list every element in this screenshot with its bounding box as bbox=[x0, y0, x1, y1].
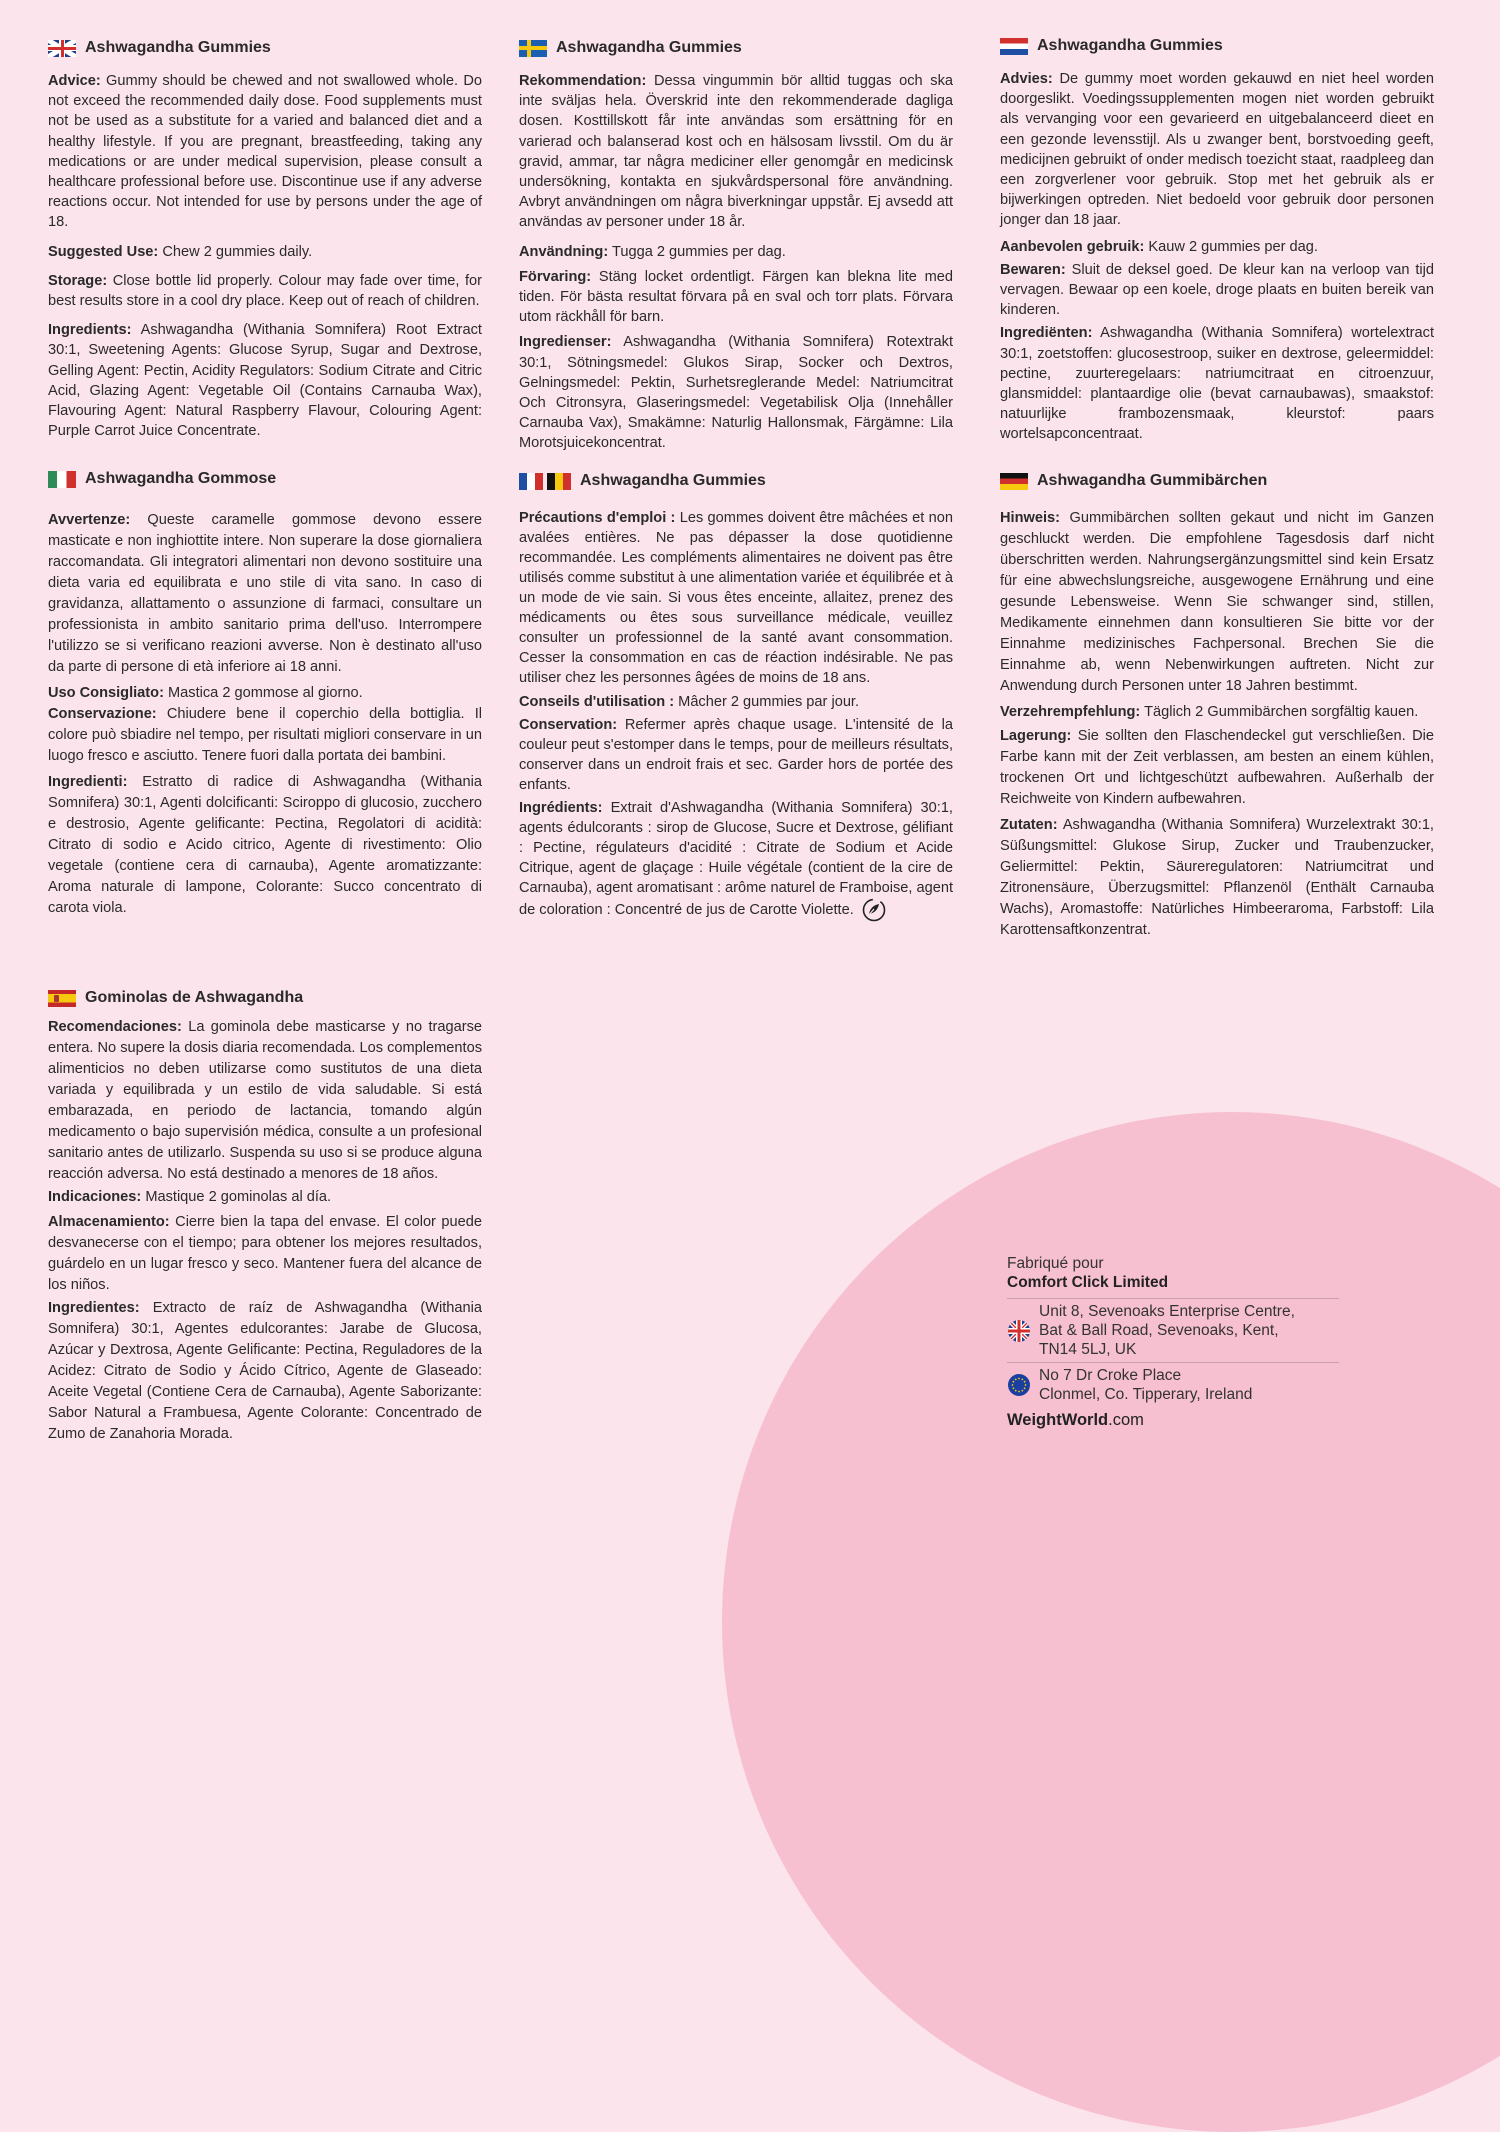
section-title-text: Ashwagandha Gummibärchen bbox=[1037, 472, 1268, 489]
ingredients-paragraph: Ingrediënten: Ashwagandha (Withania Somnifera) wortelextract 30:1, zoetstoffen: glucosestroop, suiker en dextrose, geleermiddel: pectine, zuurteregelaars: natriumcitraat en citroenzuur, glansmiddel: plantaardige olie (bevat carnaubawas), smaakstof: natuurlijke frambozensmaak, kleurstof: paars wortelsapconcentraat. bbox=[1000, 325, 1434, 443]
use-paragraph: Indicaciones: Mastique 2 gominolas al día. bbox=[48, 1189, 332, 1205]
section-title-text: Ashwagandha Gommose bbox=[85, 470, 277, 487]
germany-flag-icon bbox=[1000, 473, 1028, 490]
section-italian bbox=[48, 468, 482, 928]
advice-paragraph: Précautions d'emploi : Les gommes doivent être mâchées et non avalées entières. Ne pas dépasser la dose quotidienne recommandée. Les compléments alimentaires ne doivent pas être utilisés comme substitut à une alimentation variée et équilibrée et à un mode de vie sain. Si vous êtes enceinte, allaitez, prenez des médicaments ou êtes sous surveillance médicale, veuillez consulter un professionnel de la santé avant consommation. Cesser la consommation en cas de réaction indésirable. Ne pas utiliser chez les personnes âgées de moins de 18 ans. bbox=[519, 510, 953, 686]
storage-paragraph: Förvaring: Stäng locket ordentligt. Färgen kan blekna lite med tiden. För bästa resultat förvara på en sval och torr plats. Förvara utom räckhåll för barn. bbox=[519, 268, 953, 326]
section-title bbox=[519, 37, 953, 59]
use-paragraph: Suggested Use: Chew 2 gummies daily. bbox=[48, 243, 313, 260]
italy-flag-icon bbox=[48, 471, 76, 488]
uk-flag-round-icon bbox=[1007, 1319, 1031, 1343]
advice-paragraph: Advies: De gummy moet worden gekauwd en niet heel worden doorgeslikt. Voedingssupplementen mogen niet worden gebruikt als vervanging voor een gevarieerd en uitgebalanceerd dieet en een gezonde levensstijl. Als u zwanger bent, borstvoeding geeft, medicijnen gebruikt of onder medisch toezicht staat, raadpleeg dan een zorgverlener voor gebruik. Stop met het gebruik als er bijwerkingen optreden. Niet bedoeld voor gebruik door personen jonger dan 18 jaar. bbox=[1000, 71, 1434, 229]
section-title-text: Ashwagandha Gummies bbox=[580, 472, 766, 489]
advice-paragraph: Advice: Gummy should be chewed and not swallowed whole. Do not exceed the recommended daily dose. Food supplements must not be used as a substitute for a varied and balanced diet and a healthy lifestyle. If you are pregnant, breastfeeding, taking any medications or are under medical supervision, please consult a healthcare professional before use. Discontinue use if any adverse reactions occur. Not intended for use by persons under the age of 18. bbox=[48, 73, 482, 231]
ingredients-paragraph: Ingrédients: Extrait d'Ashwagandha (Withania Somnifera) 30:1, agents édulcorants : sirop de Glucose, Sucre et Dextrose, gélifiant : Pectine, régulateurs d'acidité : Citrate de Sodium et Acide Citrique, agent de glaçage : Huile végétale (contient de la cire de Carnauba), agent aromatisant : arôme naturel de Framboise, agent de coloration : Concentré de jus de Carotte Violette. bbox=[519, 798, 953, 922]
section-title bbox=[519, 470, 953, 492]
flags bbox=[519, 473, 571, 490]
eu-address-row bbox=[1007, 1362, 1339, 1407]
ingredients-paragraph: Ingredienti: Estratto di radice di Ashwagandha (Withania Somnifera) 30:1, Agenti dolcificanti: Sciroppo di glucosio, zucchero e destrosio, Agente gelificante: Pectina, Regolatori di acidità: Citrato di sodio e Acido citrico, Agente di rivestimento: Olio vegetale (contiene cera di carnauba), Agente aromatizzante: Aroma naturale di lampone, Colorante: Succo concentrato di carota viola. bbox=[48, 774, 482, 916]
advice-paragraph: Avvertenze: Queste caramelle gommose devono essere masticate e non inghiottite intere. Non superare la dose giornaliera raccomandata. Gli integratori alimentari non devono sostituire una dieta varia ed equilibrata e uno stile di vita sano. In caso di gravidanza, allattamento o assunzione di farmaci, consultare un professionista in ambito sanitario prima dell'uso. Interrompere l'utilizzo se si verificano reazioni avverse. Non è destinato all'uso da parte di persone di età inferiore ai 18 anni. bbox=[48, 512, 482, 675]
section-title bbox=[48, 468, 482, 490]
website: WeightWorld.com bbox=[1007, 1411, 1144, 1429]
manufacturer-block bbox=[1007, 1254, 1339, 1430]
section-title-text: Ashwagandha Gummies bbox=[556, 39, 742, 56]
section-title-text: Ashwagandha Gummies bbox=[1037, 37, 1223, 54]
company-name: Comfort Click Limited bbox=[1007, 1274, 1169, 1291]
storage-paragraph: Lagerung: Sie sollten den Flaschendeckel gut verschließen. Die Farbe kann mit der Zeit verblassen, am besten an einem kühlen, trockenen Ort und lichtgeschützt aufbewahren. Außerhalb der Reichweite von Kindern aufbewahren. bbox=[1000, 728, 1434, 807]
advice-paragraph: Hinweis: Gummibärchen sollten gekaut und nicht im Ganzen geschluckt werden. Die empfohlene Tagesdosis darf nicht überschritten werden. Nahrungsergänzungsmittel sind kein Ersatz für eine abwechslungsreiche, ausgewogene Ernährung und eine gesunde Lebensweise. Wenn Sie schwanger sind, stillen, Medikamente einnehmen dann konsultieren Sie bitte vor der Einnahme medizinisches Fachpersonal. Brechen Sie die Einnahme ab, wenn Nebenwirkungen auftreten. Nicht zur Anwendung durch Personen unter 18 Jahren bestimmt. bbox=[1000, 510, 1434, 694]
section-german bbox=[1000, 470, 1434, 950]
uk-address-row bbox=[1007, 1298, 1339, 1362]
storage-paragraph: Conservazione: Chiudere bene il coperchio della bottiglia. Il colore può sbiadire nel tempo, per risultati migliori conservare in un luogo fresco e asciutto. Tenere fuori dalla portata dei bambini. bbox=[48, 706, 482, 764]
vegan-leaf-icon bbox=[862, 898, 886, 922]
storage-paragraph: Storage: Close bottle lid properly. Colour may fade over time, for best results store in a cool dry place. Keep out of reach of children. bbox=[48, 272, 482, 310]
use-paragraph: Uso Consigliato: Mastica 2 gommose al giorno. bbox=[48, 685, 363, 701]
section-english bbox=[48, 37, 482, 450]
sweden-flag-icon bbox=[519, 40, 547, 57]
manufactured-for-label: Fabriqué pour bbox=[1007, 1255, 1104, 1272]
ingredients-paragraph: Ingredienser: Ashwagandha (Withania Somnifera) Rotextrakt 30:1, Sötningsmedel: Glukos Sirap, Socker och Dextros, Gelningsmedel: Pektin, Surhetsreglerande Medel: Natriumcitrat Och Citronsyra, Glaseringsmedel: Vegetabilisk Olja (Innehåller Carnauba Vax), Smakämne: Naturlig Hallonsmak, Färgämne: Lila Morotsjuicekoncentrat. bbox=[519, 334, 953, 452]
section-dutch bbox=[1000, 35, 1434, 454]
netherlands-flag-icon bbox=[1000, 38, 1028, 55]
section-title bbox=[1000, 35, 1434, 57]
section-title bbox=[48, 987, 482, 1009]
storage-paragraph: Almacenamiento: Cierre bien la tapa del envase. El color puede desvanecerse con el tiempo; para obtener los mejores resultados, guárdelo en un lugar fresco y seco. Mantener fuera del alcance de los niños. bbox=[48, 1214, 482, 1293]
ingredients-paragraph: Ingredients: Ashwagandha (Withania Somnifera) Root Extract 30:1, Sweetening Agents: Glucose Syrup, Sugar and Dextrose, Gelling Agent: Pectin, Acidity Regulators: Sodium Citrate and Citric Acid, Glazing Agent: Vegetable Oil (Contains Carnauba Wax), Flavouring Agent: Natural Raspberry Flavour, Colouring Agent: Purple Carrot Juice Concentrate. bbox=[48, 322, 482, 440]
france-flag-icon bbox=[519, 473, 543, 490]
eu-address: No 7 Dr Croke Place Clonmel, Co. Tipperary, Ireland bbox=[1039, 1367, 1253, 1403]
section-title-text: Gominolas de Ashwagandha bbox=[85, 989, 304, 1006]
uk-address: Unit 8, Sevenoaks Enterprise Centre, Bat & Ball Road, Sevenoaks, Kent, TN14 5LJ, UK bbox=[1039, 1303, 1295, 1358]
section-title-text: Ashwagandha Gummies bbox=[85, 39, 271, 56]
section-swedish bbox=[519, 37, 953, 463]
advice-paragraph: Recomendaciones: La gominola debe masticarse y no tragarse entera. No supere la dosis diaria recomendada. Los complementos alimenticios no deben utilizarse como sustitutos de una dieta variada y equilibrada y un estilo de vida saludable. Si está embarazada, en periodo de lactancia, tomando algún medicamento o bajo supervisión médica, consulte a un profesional sanitario antes de utilizarlo. Suspenda su uso si se produce alguna reacción adversa. No está destinado a menores de 18 años. bbox=[48, 1019, 483, 1182]
uk-flag-icon bbox=[48, 40, 76, 57]
use-paragraph: Användning: Tugga 2 gummies per dag. bbox=[519, 243, 786, 260]
spain-flag-icon bbox=[48, 990, 76, 1007]
storage-paragraph: Conservation: Refermer après chaque usage. L'intensité de la couleur peut s'estomper dans le temps, pour de meilleurs résultats, conserver dans un endroit frais et sec. Garder hors de portée des enfants. bbox=[519, 717, 953, 793]
use-paragraph: Conseils d'utilisation : Mâcher 2 gummies par jour. bbox=[519, 694, 860, 710]
advice-paragraph: Rekommendation: Dessa vingummin bör alltid tuggas och ska inte sväljas hela. Överskrid inte den rekommenderade dagliga dosen. Kosttillskott får inte användas som ersättning för en varierad och balanserad kost och en hälsosam livsstil. Om du är gravid, ammar, tar några mediciner eller genomgår en medicinsk undersökning, kontakta en sjukvårdspersonal före användning. Avbryt användningen om några biverkningar uppstår. Ej avsedd att användas av personer under 18 år. bbox=[519, 73, 953, 231]
section-spanish bbox=[48, 987, 482, 1454]
ingredients-paragraph: Ingredientes: Extracto de raíz de Ashwagandha (Withania Somnifera) 30:1, Agentes edulcorantes: Jarabe de Glucosa, Azúcar y Dextrosa, Agente Gelificante: Pectina, Reguladores de la Acidez: Citrato de Sodio y Ácido Cítrico, Agente de Glaseado: Aceite Vegetal (Contiene Cera de Carnauba), Agente Saborizante: Sabor Natural a Frambuesa, Agente Colorante: Concentrado de Zumo de Zanahoria Morada. bbox=[48, 1300, 482, 1442]
eu-flag-round-icon bbox=[1007, 1373, 1031, 1397]
storage-paragraph: Bewaren: Sluit de deksel goed. De kleur kan na verloop van tijd vervagen. Bewaar op een koele, droge plaats en buiten bereik van kinderen. bbox=[1000, 261, 1434, 319]
ingredients-paragraph: Zutaten: Ashwagandha (Withania Somnifera) Wurzelextrakt 30:1, Süßungsmittel: Glukose Sirup, Zucker und Traubenzucker, Geliermittel: Pektin, Säureregulatoren: Natriumcitrat und Zitronensäure, Überzugsmittel: Pflanzenöl (Enthält Carnauba Wachs), Aromastoffe: Natürliches Himbeeraroma, Farbstoff: Lila Karottensaftkonzentrat. bbox=[1000, 817, 1434, 938]
use-paragraph: Verzehrempfehlung: Täglich 2 Gummibärchen sorgfältig kauen. bbox=[1000, 704, 1419, 720]
belgium-flag-icon bbox=[547, 473, 571, 490]
section-title bbox=[48, 37, 482, 59]
section-title bbox=[1000, 470, 1434, 492]
use-paragraph: Aanbevolen gebruik: Kauw 2 gummies per dag. bbox=[1000, 238, 1318, 255]
section-french bbox=[519, 470, 953, 931]
